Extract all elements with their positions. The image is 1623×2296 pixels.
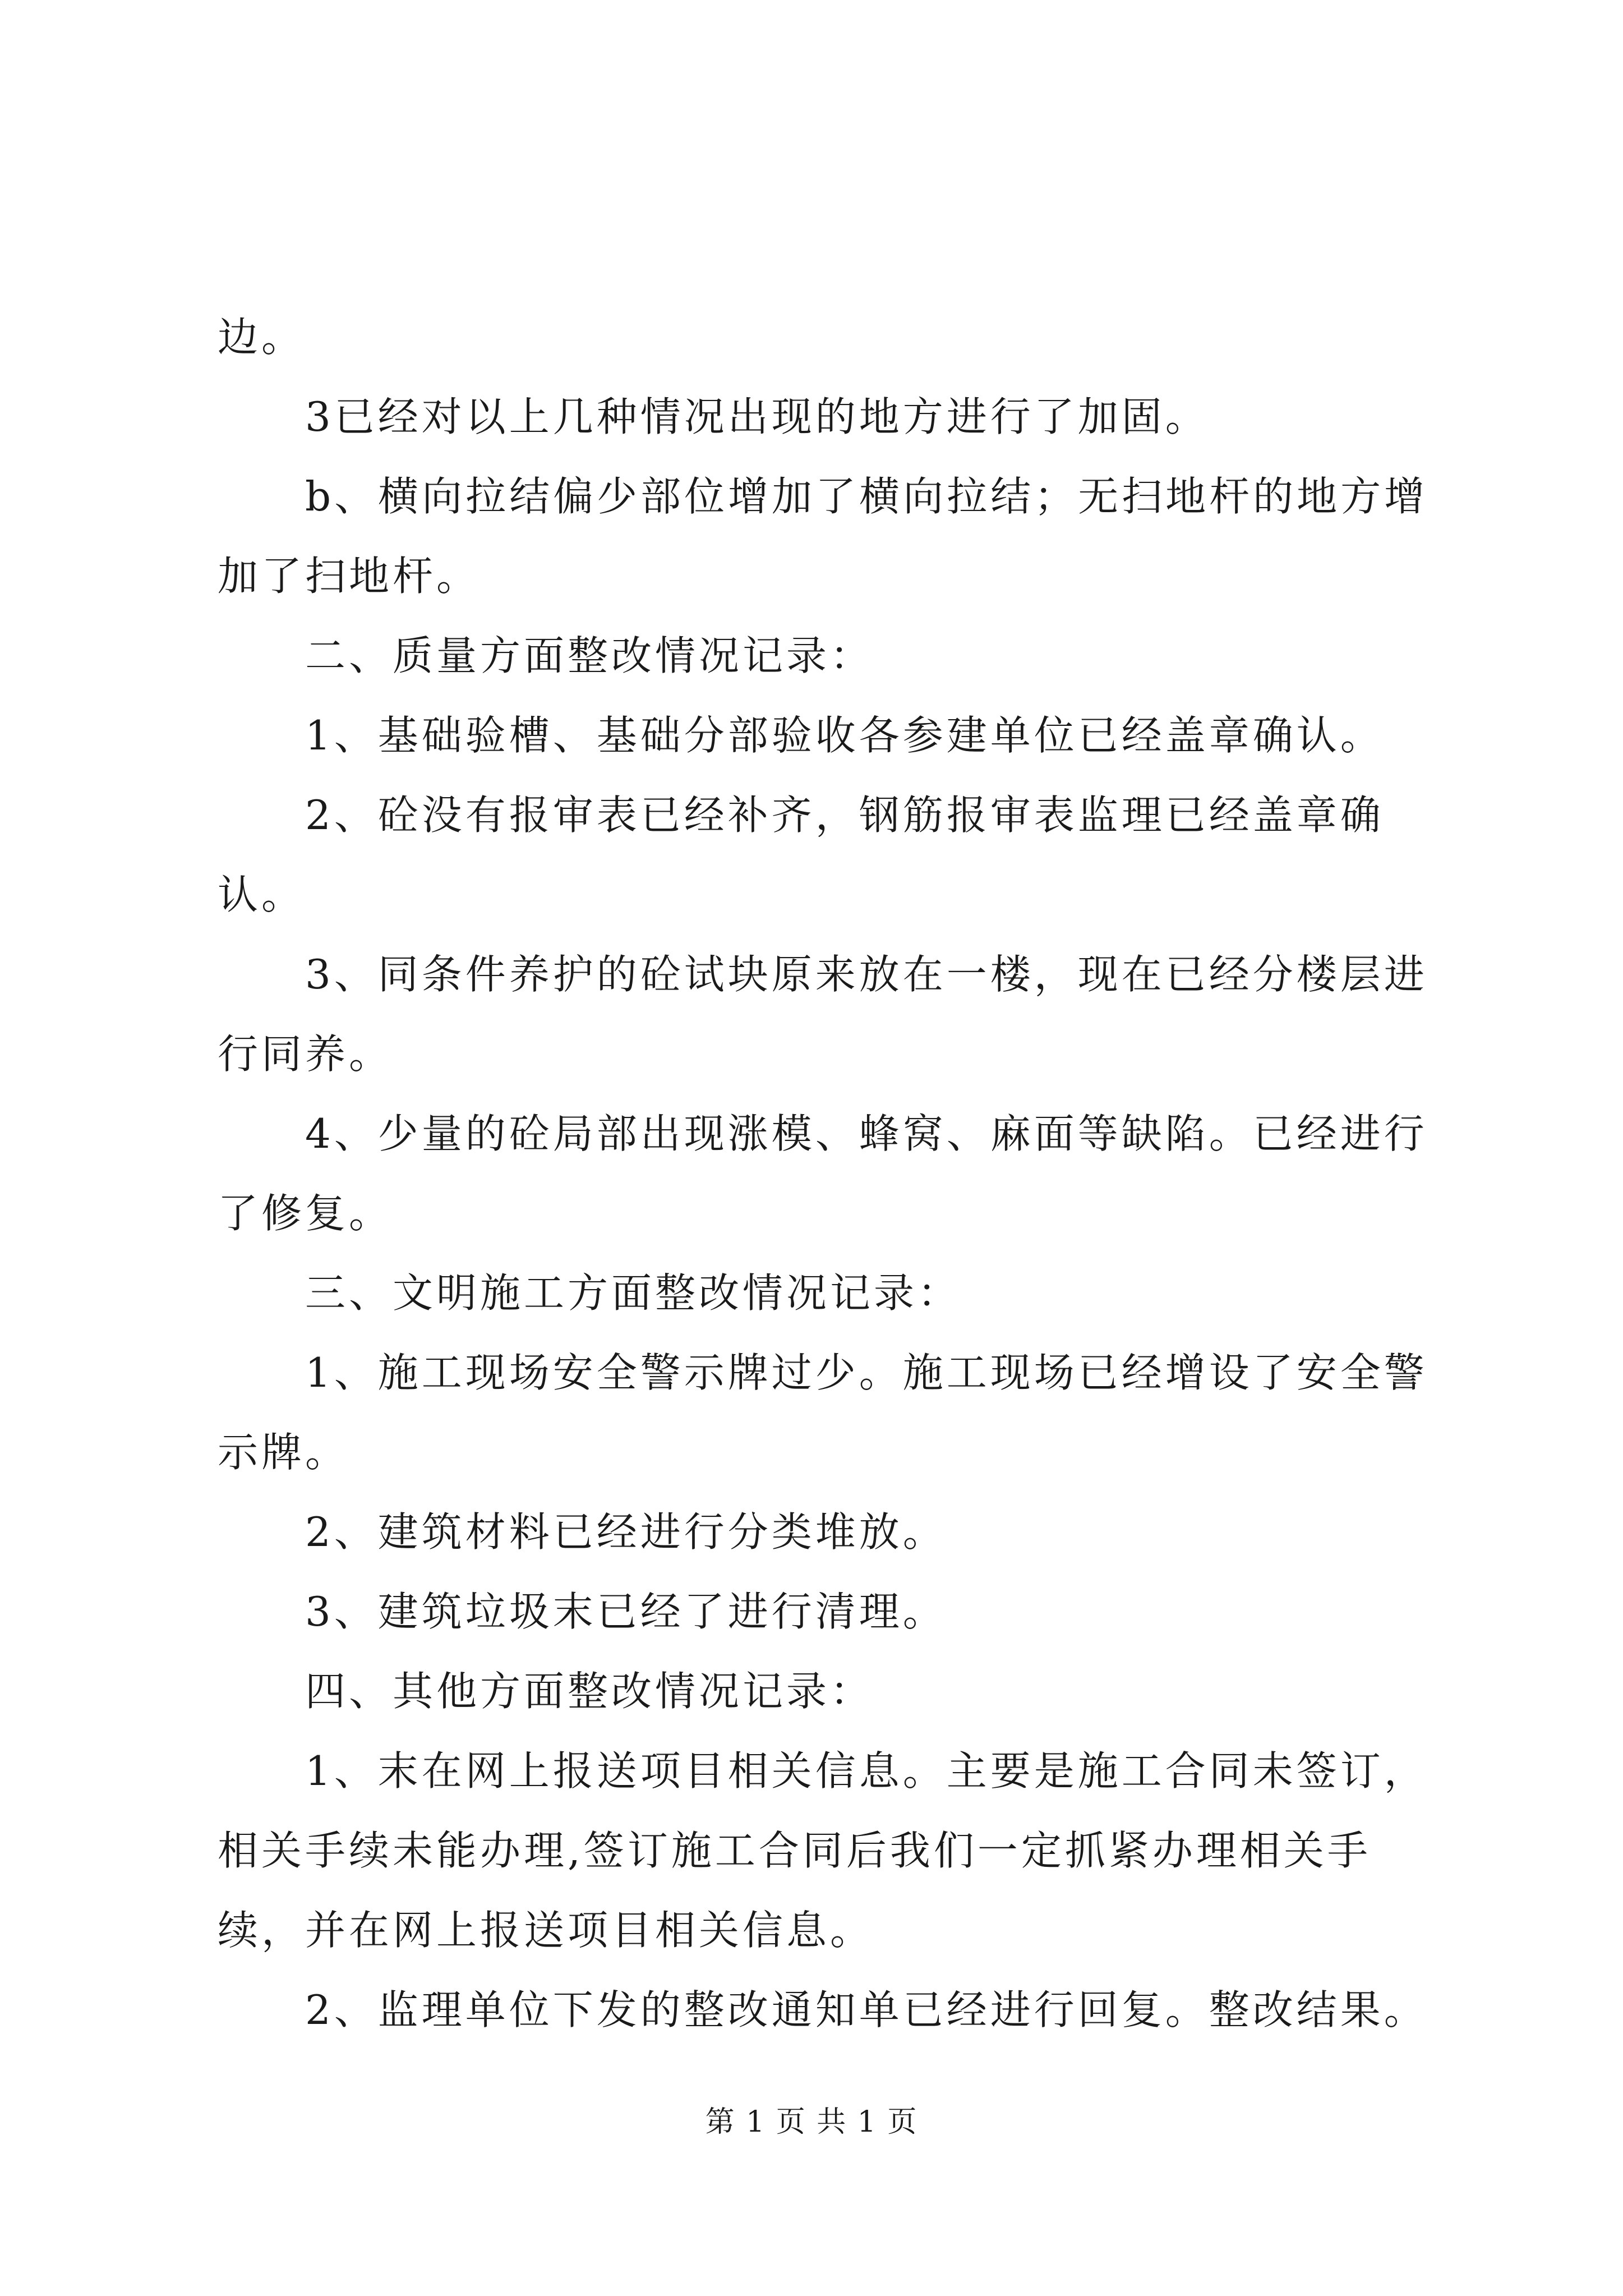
page-number-label: 第 1 页 共 1 页	[705, 2105, 918, 2139]
paragraph: 2、砼没有报审表已经补齐，钢筋报审表监理已经盖章确认。	[218, 792, 1384, 918]
paragraph: 边。	[218, 314, 306, 361]
paragraph: 2、建筑材料已经进行分类堆放。	[305, 1508, 947, 1556]
document-body	[218, 297, 1429, 2050]
paragraph: 3、建筑垃圾末已经了进行清理。	[305, 1588, 947, 1635]
page-footer	[0, 2098, 1623, 2140]
section-heading: 四、其他方面整改情况记录：	[305, 1668, 874, 1715]
paragraph: 1、施工现场安全警示牌过少。施工现场已经增设了安全警示牌。	[218, 1349, 1428, 1476]
paragraph: 3已经对以上几种情况出现的地方进行了加固。	[305, 393, 1209, 440]
section-heading: 三、文明施工方面整改情况记录：	[305, 1269, 962, 1317]
paragraph: b、横向拉结偏少部位增加了横向拉结；无扫地杆的地方增加了扫地杆。	[218, 473, 1428, 600]
paragraph: 4、少量的砼局部出现涨模、蜂窝、麻面等缺陷。已经进行了修复。	[218, 1110, 1428, 1237]
paragraph: 2、监理单位下发的整改通知单已经进行回复。整改结果。	[305, 1986, 1428, 2033]
paragraph: 1、末在网上报送项目相关信息。主要是施工合同未签订，相关手续未能办理,签订施工合同后我们一定抓紧办理相关手续，并在网上报送项目相关信息。	[218, 1747, 1428, 1954]
section-heading: 二、质量方面整改情况记录：	[305, 632, 874, 679]
paragraph: 3、同条件养护的砼试块原来放在一楼，现在已经分楼层进行同养。	[218, 951, 1428, 1078]
paragraph: 1、基础验槽、基础分部验收各参建单位已经盖章确认。	[305, 712, 1384, 759]
